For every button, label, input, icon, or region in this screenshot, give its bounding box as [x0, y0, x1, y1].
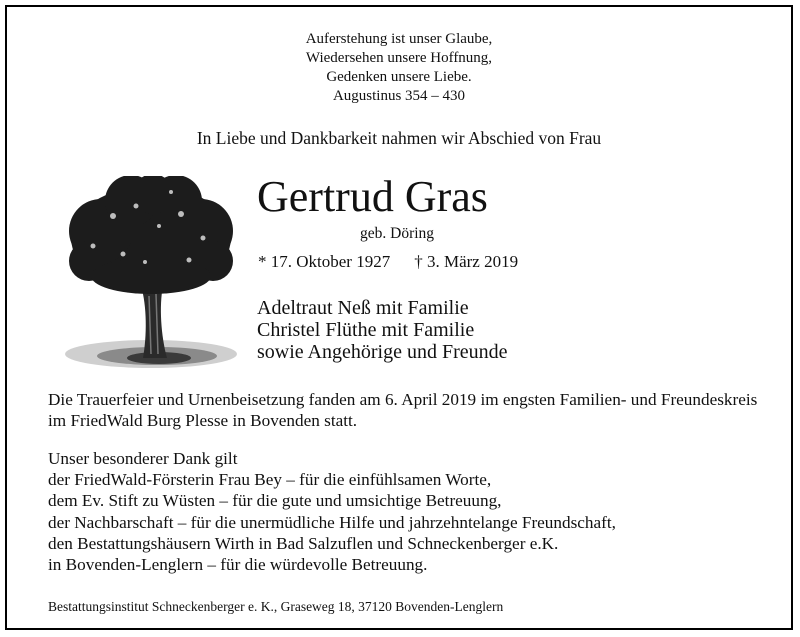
- thanks-line: dem Ev. Stift zu Wüsten – für die gute und umsichtige Betreuung,: [48, 491, 502, 511]
- thanks-line: den Bestattungshäusern Wirth in Bad Salzuflen und Schneckenberger e.K.: [48, 533, 559, 553]
- thanks-line: in Bovenden-Lenglern – für die würdevolle Betreuung.: [48, 555, 428, 575]
- thanks-line: der FriedWald-Försterin Frau Bey – für die einfühlsamen Worte,: [48, 470, 492, 490]
- thanks-line: der Nachbarschaft – für die unermüdliche Hilfe und jahrzehntelange Freundschaft,: [48, 512, 616, 532]
- funeral-home-footer: Bestattungsinstitut Schneckenberger e. K., Graseweg 18, 37120 Bovenden-Lenglern: [48, 599, 504, 614]
- thanks-block: [48, 448, 778, 575]
- quote-line: Wiedersehen unsere Hoffnung,: [305, 50, 493, 66]
- life-dates: [258, 252, 518, 272]
- quote-line: Gedenken unsere Liebe.: [326, 69, 472, 85]
- intro-line: In Liebe und Dankbarkeit nahmen wir Abschied von Frau: [196, 128, 602, 148]
- quote-attribution: Augustinus 354 – 430: [332, 88, 466, 104]
- birth-date: * 17. Oktober 1927: [258, 252, 391, 271]
- deceased-name: Gertrud Gras: [257, 172, 488, 221]
- birth-name: geb. Döring: [360, 225, 435, 242]
- obituary-notice: [5, 5, 793, 630]
- mourner-item: sowie Angehörige und Freunde: [257, 341, 508, 363]
- mourner-item: Christel Flüthe mit Familie: [257, 319, 475, 341]
- quote-block: [7, 30, 791, 106]
- service-paragraph: Die Trauerfeier und Urnenbeisetzung fanden am 6. April 2019 im engsten Familien- und Freundeskreis im FriedWald Burg Plesse in Bovenden statt.: [48, 390, 758, 430]
- mourner-item: Adeltraut Neß mit Familie: [257, 297, 469, 319]
- quote-line: Auferstehung ist unser Glaube,: [305, 31, 493, 47]
- thanks-line: Unser besonderer Dank gilt: [48, 449, 238, 468]
- death-date: † 3. März 2019: [414, 252, 519, 271]
- tree-icon: [61, 176, 239, 374]
- mourners-list: [257, 297, 508, 363]
